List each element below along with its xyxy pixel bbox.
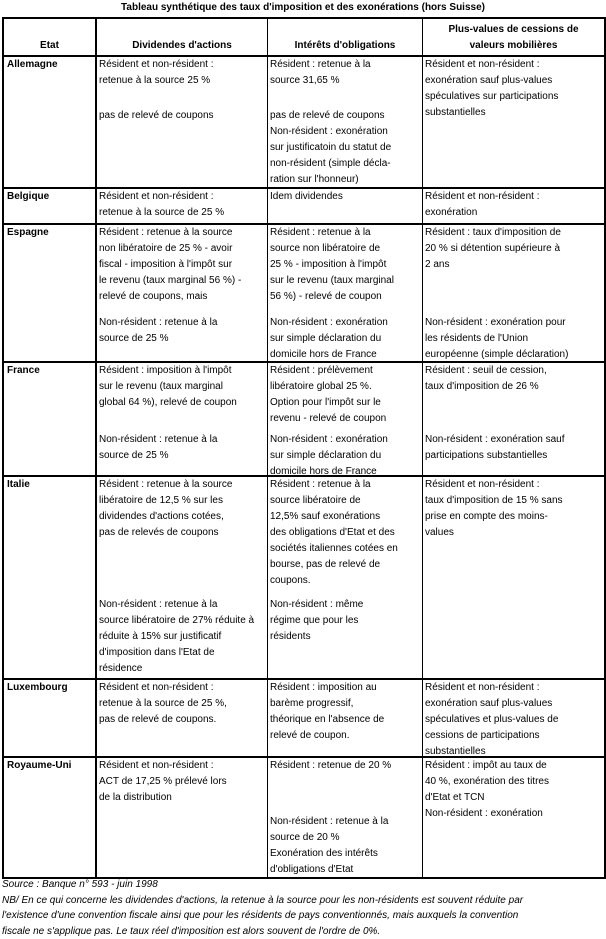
cell-line: retenue à la source de 25 % <box>99 205 265 221</box>
dividends-cell <box>95 758 267 877</box>
cell-paragraph <box>270 758 420 774</box>
cell-paragraph <box>425 477 602 541</box>
cell-line: sur simple déclaration du <box>270 448 420 464</box>
cell-line: Non-résident : retenue à la <box>99 597 265 613</box>
cell-line: sur simple déclaration du <box>270 331 420 347</box>
cell-line: cessions de participations <box>425 728 602 744</box>
cell-paragraph <box>99 477 265 541</box>
table-row <box>4 55 604 187</box>
interest-cell <box>267 225 422 361</box>
header-capital-gains <box>422 19 604 55</box>
cell-line: revenu - relevé de coupon <box>270 411 420 427</box>
header-interest <box>267 19 422 55</box>
cell-line: Résident et non-résident : <box>425 57 602 73</box>
cell-line: 40 %, exonération des titres <box>425 774 602 790</box>
cell-line: d'imposition dans l'Etat de <box>99 645 265 661</box>
state-cell <box>4 57 95 187</box>
interest-cell <box>267 189 422 223</box>
interest-cell <box>267 57 422 187</box>
dividends-cell <box>95 680 267 756</box>
cell-line: Résident : retenue à la source <box>99 477 265 493</box>
cell-paragraph <box>99 432 265 464</box>
cell-line: Résident : prélèvement <box>270 363 420 379</box>
cell-line: 56 %) - relevé de coupon <box>270 289 420 305</box>
tax-rates-table <box>2 17 606 879</box>
cell-line: source de 25 % <box>99 331 265 347</box>
cell-line: 12,5% sauf exonérations <box>270 509 420 525</box>
cell-line: les résidents de l'Union <box>425 331 602 347</box>
cell-line: participations substantielles <box>425 448 602 464</box>
header-label <box>423 22 604 54</box>
cell-line: relevé de coupon. <box>270 728 420 744</box>
cell-paragraph <box>270 189 420 205</box>
cell-line: taux d'imposition de 15 % sans <box>425 493 602 509</box>
cell-line: exonération sauf plus-values <box>425 696 602 712</box>
cell-line: régime que pour les <box>270 613 420 629</box>
cell-line: Résident et non-résident : <box>425 680 602 696</box>
cell-line: Résident : retenue à la <box>270 477 420 493</box>
cell-line: réduite à 15% sur justificatif <box>99 629 265 645</box>
cell-paragraph <box>425 432 602 464</box>
cell-line: retenue à la source de 25 %, <box>99 696 265 712</box>
dividends-cell <box>95 57 267 187</box>
cell-line: taux d'imposition de 26 % <box>425 379 602 395</box>
header-label <box>97 38 267 54</box>
cell-paragraph <box>99 108 265 124</box>
state-cell <box>4 189 95 223</box>
source-note: Source : Banque n° 593 - juin 1998 <box>2 877 523 893</box>
cell-line: Résident : retenue à la <box>270 225 420 241</box>
state-name: Belgique <box>6 189 93 205</box>
cell-line: ration sur l'honneur) <box>270 172 420 188</box>
cell-line: sur le revenu (taux marginal <box>99 379 265 395</box>
cell-paragraph <box>99 315 265 347</box>
cell-line: Option pour l'impôt sur le <box>270 395 420 411</box>
cell-line: Non-résident : exonération <box>425 806 602 822</box>
cell-paragraph <box>425 189 602 221</box>
header-line: valeurs mobilières <box>423 38 604 54</box>
cell-line: Exonération des intérêts <box>270 846 420 862</box>
cell-paragraph <box>425 680 602 760</box>
table-row <box>4 678 604 756</box>
cell-line: substantielles <box>425 744 602 760</box>
dividends-cell <box>95 225 267 361</box>
cell-line: retenue à la source 25 % <box>99 73 265 89</box>
dividends-cell <box>95 363 267 475</box>
cell-line: substantielles <box>425 105 602 121</box>
cell-line: Résident et non-résident : <box>99 758 265 774</box>
cell-line: pas de relevé de coupons. <box>99 712 265 728</box>
cell-line: des obligations d'Etat et des <box>270 525 420 541</box>
cell-line: Non-résident : exonération <box>270 124 420 140</box>
header-line: Etat <box>4 38 95 54</box>
cell-line: coupons. <box>270 573 420 589</box>
state-cell <box>4 363 95 475</box>
cell-paragraph <box>270 597 420 645</box>
cell-line: Non-résident : même <box>270 597 420 613</box>
state-name: Royaume-Uni <box>6 758 93 774</box>
dividends-cell <box>95 477 267 678</box>
state-cell <box>4 477 95 678</box>
cell-line: relevé de coupons, mais <box>99 289 265 305</box>
header-label <box>4 38 95 54</box>
header-line: Dividendes d'actions <box>97 38 267 54</box>
cell-line: sur le revenu (taux marginal <box>270 273 420 289</box>
interest-cell <box>267 680 422 756</box>
state-name: Italie <box>6 477 93 493</box>
cell-paragraph <box>270 477 420 589</box>
cell-line: non libératoire de 25 % - avoir <box>99 241 265 257</box>
interest-cell <box>267 477 422 678</box>
cell-line: européenne (simple déclaration) <box>425 347 602 363</box>
interest-cell <box>267 363 422 475</box>
cell-paragraph <box>99 758 265 806</box>
cell-paragraph <box>99 189 265 221</box>
header-state <box>4 19 95 55</box>
cell-paragraph <box>270 432 420 480</box>
cell-line: Résident et non-résident : <box>99 57 265 73</box>
cell-line: domicile hors de France <box>270 464 420 480</box>
cell-line: Résident et non-résident : <box>425 477 602 493</box>
cell-line: dividendes d'actions cotées, <box>99 509 265 525</box>
cell-paragraph <box>425 225 602 273</box>
cell-paragraph <box>99 597 265 677</box>
cell-paragraph <box>270 680 420 744</box>
cell-line: 20 % si détention supérieure à <box>425 241 602 257</box>
cell-line: sociétés italiennes cotées en <box>270 541 420 557</box>
cell-paragraph <box>270 225 420 305</box>
state-name: Luxembourg <box>6 680 93 696</box>
cell-paragraph <box>99 680 265 728</box>
cell-line: Idem dividendes <box>270 189 420 205</box>
cell-paragraph <box>99 57 265 89</box>
cell-line: spéculatives sur participations <box>425 89 602 105</box>
table-row <box>4 187 604 223</box>
cell-line: source non libératoire de <box>270 241 420 257</box>
cell-line: Non-résident : exonération pour <box>425 315 602 331</box>
cell-line: Résident : retenue à la source <box>99 225 265 241</box>
cell-line: Non-résident : exonération <box>270 432 420 448</box>
cell-paragraph <box>425 758 602 822</box>
cell-line: exonération <box>425 205 602 221</box>
cell-line: ACT de 17,25 % prélevé lors <box>99 774 265 790</box>
cell-line: Non-résident : exonération sauf <box>425 432 602 448</box>
state-name: France <box>6 363 93 379</box>
cell-paragraph <box>425 57 602 121</box>
cell-line: global 64 %), relevé de coupon <box>99 395 265 411</box>
capital-gains-cell <box>422 477 604 678</box>
cell-line: source de 25 % <box>99 448 265 464</box>
cell-line: 25 % - imposition à l'impôt <box>270 257 420 273</box>
cell-line: de la distribution <box>99 790 265 806</box>
cell-line: théorique en l'absence de <box>270 712 420 728</box>
cell-paragraph <box>425 363 602 395</box>
nb-note-line: l'existence d'une convention fiscale ainsi que pour les résidents de pays conventionnés, mais auxquels la convention <box>2 908 523 924</box>
cell-line: Résident : imposition au <box>270 680 420 696</box>
cell-line: 2 ans <box>425 257 602 273</box>
cell-line: sur justificatoin du statut de <box>270 140 420 156</box>
table-row <box>4 756 604 877</box>
nb-note-line: fiscale ne s'applique pas. Le taux réel d'imposition est alors souvent de l'ordre de 0%. <box>2 924 523 939</box>
capital-gains-cell <box>422 363 604 475</box>
state-cell <box>4 758 95 877</box>
cell-line: Résident : taux d'imposition de <box>425 225 602 241</box>
cell-line: Résident et non-résident : <box>99 680 265 696</box>
cell-line: résidence <box>99 661 265 677</box>
cell-line: libératoire de 12,5 % sur les <box>99 493 265 509</box>
cell-line: exonération sauf plus-values <box>425 73 602 89</box>
cell-paragraph <box>270 363 420 427</box>
state-name: Espagne <box>6 225 93 241</box>
cell-line: Résident : retenue à la <box>270 57 420 73</box>
interest-cell <box>267 758 422 877</box>
table-footnotes <box>2 877 523 939</box>
dividends-cell <box>95 189 267 223</box>
cell-line: source libératoire de 27% réduite à <box>99 613 265 629</box>
table-title: Tableau synthétique des taux d'imposition et des exonérations (hors Suisse) <box>0 1 606 15</box>
cell-line: Résident et non-résident : <box>99 189 265 205</box>
cell-line: pas de relevé de coupons <box>270 108 420 124</box>
capital-gains-cell <box>422 189 604 223</box>
cell-line: Non-résident : exonération <box>270 315 420 331</box>
cell-paragraph <box>425 315 602 363</box>
header-line: Intérêts d'obligations <box>268 38 422 54</box>
capital-gains-cell <box>422 680 604 756</box>
cell-line: d'obligations d'Etat <box>270 862 420 878</box>
cell-line: Non-résident : retenue à la <box>99 315 265 331</box>
capital-gains-cell <box>422 57 604 187</box>
cell-line: Non-résident : retenue à la <box>270 814 420 830</box>
header-line: Plus-values de cessions de <box>423 22 604 38</box>
table-row <box>4 475 604 678</box>
state-cell <box>4 680 95 756</box>
header-dividends <box>95 19 267 55</box>
cell-line: d'Etat et TCN <box>425 790 602 806</box>
cell-paragraph <box>270 315 420 363</box>
capital-gains-cell <box>422 225 604 361</box>
cell-line: Résident : retenue de 20 % <box>270 758 420 774</box>
cell-line: non-résident (simple décla- <box>270 156 420 172</box>
cell-line: source de 20 % <box>270 830 420 846</box>
cell-line: bourse, pas de relevé de <box>270 557 420 573</box>
cell-line: pas de relevés de coupons <box>99 525 265 541</box>
header-row <box>4 19 604 55</box>
state-cell <box>4 225 95 361</box>
cell-paragraph <box>99 363 265 411</box>
cell-paragraph <box>270 57 420 89</box>
cell-paragraph <box>270 814 420 878</box>
cell-line: le revenu (taux marginal 56 %) - <box>99 273 265 289</box>
capital-gains-cell <box>422 758 604 877</box>
state-name: Allemagne <box>6 57 93 73</box>
cell-line: source 31,65 % <box>270 73 420 89</box>
cell-paragraph <box>99 225 265 305</box>
cell-line: Résident : imposition à l'impôt <box>99 363 265 379</box>
table-row <box>4 223 604 361</box>
cell-line: Non-résident : retenue à la <box>99 432 265 448</box>
cell-line: résidents <box>270 629 420 645</box>
header-label <box>268 38 422 54</box>
cell-line: spéculatives et plus-values de <box>425 712 602 728</box>
cell-line: pas de relevé de coupons <box>99 108 265 124</box>
cell-line: source libératoire de <box>270 493 420 509</box>
cell-paragraph <box>270 108 420 188</box>
table-row <box>4 361 604 475</box>
cell-line: Résident et non-résident : <box>425 189 602 205</box>
cell-line: values <box>425 525 602 541</box>
cell-line: prise en compte des moins- <box>425 509 602 525</box>
cell-line: barème progressif, <box>270 696 420 712</box>
cell-line: fiscal - imposition à l'impôt sur <box>99 257 265 273</box>
nb-note-line: NB/ En ce qui concerne les dividendes d'actions, la retenue à la source pour les non-résidents est souvent réduite par <box>2 893 523 909</box>
cell-line: Résident : seuil de cession, <box>425 363 602 379</box>
cell-line: domicile hors de France <box>270 347 420 363</box>
cell-line: Résident : impôt au taux de <box>425 758 602 774</box>
cell-line: libératoire global 25 %. <box>270 379 420 395</box>
